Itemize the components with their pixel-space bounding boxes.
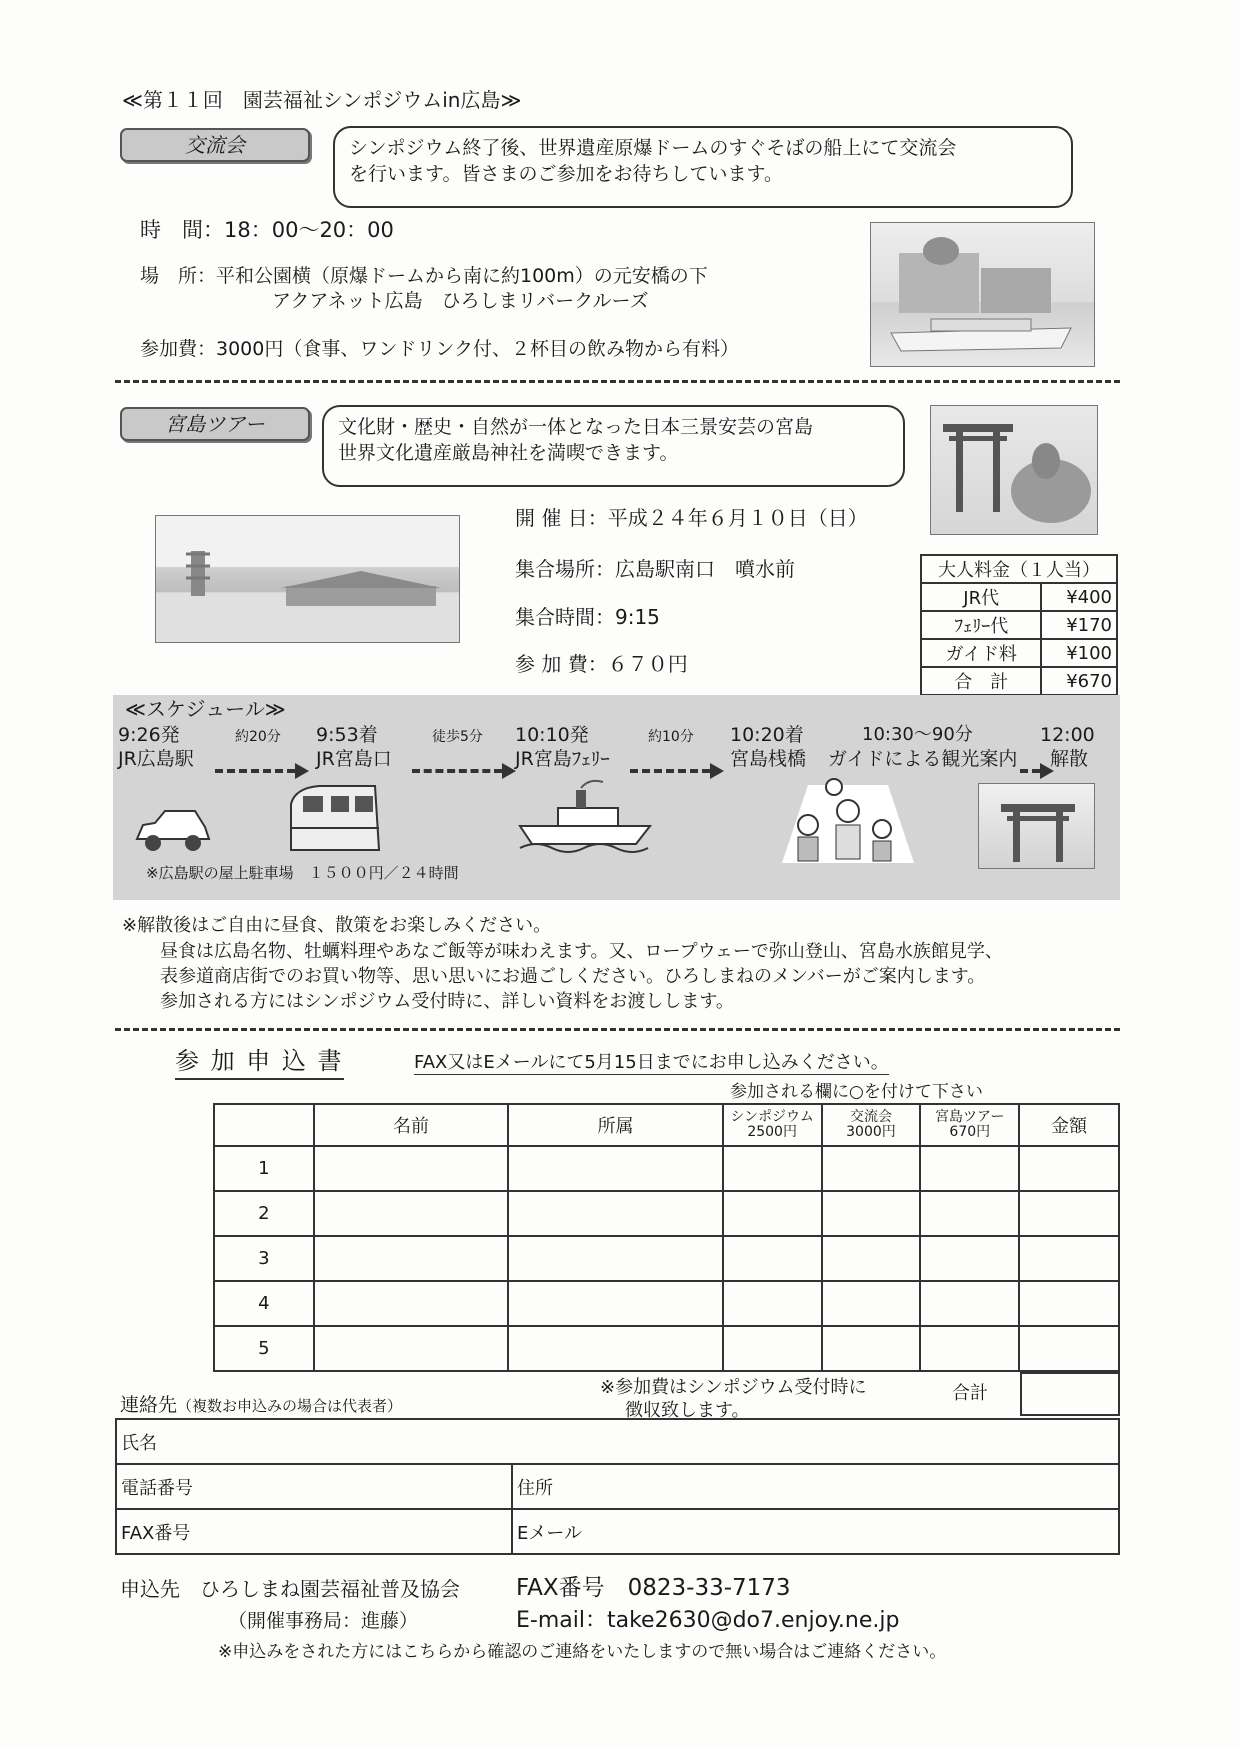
route-arrow — [215, 769, 295, 773]
note-line: ※解散後はご自由に昼食、散策をお楽しみください。 — [122, 915, 552, 936]
org-cell[interactable] — [508, 1146, 722, 1191]
schedule-place: 宮島桟橋 — [730, 748, 807, 770]
schedule-title: ≪スケジュール≫ — [125, 697, 286, 721]
org-cell[interactable] — [508, 1281, 722, 1326]
symposium-cell[interactable] — [723, 1326, 822, 1371]
table-row — [214, 1326, 1119, 1371]
note-line: 表参道商店街でのお買い物等、思い思いにお過ごしください。ひろしまねのメンバーがご案内します。 — [160, 966, 986, 987]
symposium-cell[interactable] — [723, 1191, 822, 1236]
koryukai-cell[interactable] — [822, 1281, 921, 1326]
contact-name-field[interactable] — [116, 1419, 1119, 1464]
miyajima-fee: 参 加 費：６７０円 — [515, 652, 688, 676]
email-label: Eメール — [517, 1522, 583, 1544]
blank-header-cell — [214, 1104, 314, 1146]
org-cell[interactable] — [508, 1326, 722, 1371]
table-row — [214, 1236, 1119, 1281]
amount-cell[interactable] — [1019, 1236, 1119, 1281]
col-header-symposium — [723, 1104, 822, 1146]
schedule-place: JR宮島ﾌｪﾘｰ — [515, 748, 610, 770]
name-cell[interactable] — [314, 1191, 509, 1236]
contact-title-note: （複数お申込みの場合は代表者） — [177, 1397, 403, 1415]
contact-fax-field[interactable] — [116, 1509, 512, 1554]
application-deadline: FAX又はEメールにて5月15日までにお申し込みください。 — [414, 1052, 889, 1073]
row-number: 5 — [214, 1326, 314, 1371]
phone-label: 電話番号 — [121, 1477, 193, 1499]
tour-cell[interactable] — [920, 1236, 1019, 1281]
col-header-org: 所属 — [508, 1104, 722, 1146]
footer-email: E-mail：take2630@do7.enjoy.ne.jp — [516, 1608, 900, 1633]
koryukai-fee: 参加費：3000円（食事、ワンドリンク付、２杯目の飲み物から有料） — [140, 338, 739, 360]
org-cell[interactable] — [508, 1236, 722, 1281]
schedule-place: 解散 — [1050, 748, 1089, 770]
koryukai-cell[interactable] — [822, 1146, 921, 1191]
row-number: 2 — [214, 1191, 314, 1236]
koryukai-intro-box — [333, 126, 1073, 208]
schedule-time: 10:20着 — [730, 724, 804, 746]
fee-value: ¥670 — [1041, 667, 1117, 695]
symposium-cell[interactable] — [723, 1236, 822, 1281]
page-title: ≪第１１回 園芸福祉シンポジウムin広島≫ — [122, 88, 522, 112]
route-arrow — [1020, 769, 1040, 773]
miyajima-intro-box — [322, 405, 905, 487]
schedule-time: 10:10発 — [515, 724, 589, 746]
col-header-name: 名前 — [314, 1104, 509, 1146]
name-cell[interactable] — [314, 1236, 509, 1281]
symposium-cell[interactable] — [723, 1281, 822, 1326]
miyajima-intro-line2: 世界文化遺産厳島神社を満喫できます。 — [338, 441, 679, 464]
koryukai-fee: 3000円 — [846, 1124, 896, 1140]
atomic-dome-boat-photo — [870, 222, 1095, 367]
fee-note-line: ※参加費はシンポジウム受付時に — [600, 1377, 867, 1398]
tour-label: 宮島ツアー — [934, 1108, 1005, 1125]
footer-office: （開催事務局：進藤） — [228, 1610, 419, 1632]
car-icon — [133, 805, 213, 857]
train-icon — [285, 780, 385, 860]
route-arrow — [630, 769, 710, 773]
koryukai-cell[interactable] — [822, 1236, 921, 1281]
fee-value: ¥170 — [1041, 611, 1117, 639]
miyajima-meet-place: 集合場所：広島駅南口 噴水前 — [515, 557, 795, 581]
fee-breakdown-table — [920, 554, 1118, 696]
schedule-leg: 徒歩5分 — [432, 729, 483, 745]
fee-value: ¥100 — [1041, 639, 1117, 667]
section-divider — [115, 1028, 1120, 1031]
ferry-icon — [518, 778, 653, 853]
row-number: 4 — [214, 1281, 314, 1326]
miyajima-tag: 宮島ツアー — [120, 407, 310, 441]
torii-gate-photo — [978, 783, 1095, 869]
koryukai-intro-line2: を行います。皆さまのご参加をお待ちしています。 — [349, 162, 783, 185]
footer-note: ※申込みをされた方にはこちらから確認のご連絡をいたしますので無い場合はご連絡ください。 — [218, 1642, 947, 1662]
application-instruction: 参加される欄に○を付けて下さい — [730, 1082, 983, 1102]
contact-email-field[interactable] — [512, 1509, 1119, 1554]
fax-label: FAX番号 — [121, 1522, 191, 1544]
tour-cell[interactable] — [920, 1326, 1019, 1371]
koryukai-tag: 交流会 — [120, 128, 310, 162]
amount-cell[interactable] — [1019, 1281, 1119, 1326]
schedule-leg: 約20分 — [235, 729, 281, 745]
koryukai-label: 交流会 — [849, 1108, 892, 1125]
fee-label: 合 計 — [921, 667, 1041, 695]
schedule-time: 9:26発 — [118, 724, 180, 746]
tour-fee: 670円 — [949, 1124, 991, 1140]
application-table — [213, 1103, 1120, 1372]
name-cell[interactable] — [314, 1281, 509, 1326]
route-arrow — [412, 769, 502, 773]
amount-cell[interactable] — [1019, 1191, 1119, 1236]
miyajima-date: 開 催 日：平成２４年６月１０日（日） — [515, 506, 868, 530]
tour-cell[interactable] — [920, 1146, 1019, 1191]
name-cell[interactable] — [314, 1326, 509, 1371]
koryukai-intro-line1: シンポジウム終了後、世界遺産原爆ドームのすぐそばの船上にて交流会 — [349, 137, 957, 159]
tour-guide-icon — [778, 775, 918, 865]
col-header-tour — [920, 1104, 1019, 1146]
name-cell[interactable] — [314, 1146, 509, 1191]
amount-cell[interactable] — [1019, 1146, 1119, 1191]
tour-cell[interactable] — [920, 1191, 1019, 1236]
address-label: 住所 — [517, 1477, 553, 1499]
koryukai-time: 時 間：18：00～20：00 — [140, 218, 394, 242]
contact-phone-field[interactable] — [116, 1464, 512, 1509]
schedule-place: JR広島駅 — [118, 748, 194, 770]
contact-table — [115, 1418, 1120, 1555]
schedule-time: 12:00 — [1040, 724, 1095, 746]
col-header-koryukai — [822, 1104, 921, 1146]
table-row — [214, 1281, 1119, 1326]
table-row — [214, 1191, 1119, 1236]
col-header-amount: 金額 — [1019, 1104, 1119, 1146]
note-line: 参加される方にはシンポジウム受付時に、詳しい資料をお渡しします。 — [160, 991, 734, 1012]
symposium-cell[interactable] — [723, 1146, 822, 1191]
fee-label: JR代 — [921, 583, 1041, 611]
total-amount-cell[interactable] — [1020, 1372, 1120, 1416]
parking-note: ※広島駅の屋上駐車場 １５００円／２４時間 — [146, 864, 459, 882]
tour-cell[interactable] — [920, 1281, 1019, 1326]
table-row — [214, 1146, 1119, 1191]
schedule-leg: 約10分 — [648, 729, 694, 745]
contact-title-text: 連絡先 — [120, 1394, 178, 1416]
koryukai-place2: アクアネット広島 ひろしまリバークルーズ — [272, 290, 649, 312]
amount-cell[interactable] — [1019, 1326, 1119, 1371]
fee-label: ガイド料 — [921, 639, 1041, 667]
footer-org: 申込先 ひろしまね園芸福祉普及協会 — [120, 1577, 460, 1601]
symposium-label: シンポジウム — [730, 1108, 814, 1125]
symposium-fee: 2500円 — [747, 1124, 797, 1140]
section-divider — [115, 380, 1120, 383]
row-number: 1 — [214, 1146, 314, 1191]
schedule-place: JR宮島口 — [316, 748, 392, 770]
fee-note-line: 徴収致します。 — [625, 1400, 750, 1421]
contact-title — [120, 1394, 402, 1417]
org-cell[interactable] — [508, 1191, 722, 1236]
koryukai-cell[interactable] — [822, 1191, 921, 1236]
total-label: 合計 — [952, 1383, 988, 1404]
contact-address-field[interactable] — [512, 1464, 1119, 1509]
note-line: 昼食は広島名物、牡蠣料理やあなご飯等が味わえます。又、ロープウェーで弥山登山、宮島水族館見学、 — [160, 941, 1003, 962]
schedule-place: ガイドによる観光案内 — [828, 748, 1018, 770]
koryukai-place: 場 所：平和公園横（原爆ドームから南に約100m）の元安橋の下 — [140, 265, 708, 287]
name-label: 氏名 — [121, 1432, 157, 1454]
miyajima-meet-time: 集合時間：9:15 — [515, 605, 660, 629]
row-number: 3 — [214, 1236, 314, 1281]
schedule-time: 9:53着 — [316, 724, 378, 746]
fee-label: ﾌｪﾘｰ代 — [921, 611, 1041, 639]
torii-deer-photo — [930, 405, 1098, 535]
schedule-time: 10:30～90分 — [862, 724, 973, 745]
fee-table-header: 大人料金（１人当） — [921, 555, 1117, 583]
application-title: 参 加 申 込 書 — [175, 1047, 344, 1080]
koryukai-cell[interactable] — [822, 1326, 921, 1371]
fee-value: ¥400 — [1041, 583, 1117, 611]
footer-fax: FAX番号 0823-33-7173 — [516, 1575, 791, 1601]
miyajima-intro-line1: 文化財・歴史・自然が一体となった日本三景安芸の宮島 — [338, 416, 814, 438]
itsukushima-shrine-photo — [155, 515, 460, 643]
